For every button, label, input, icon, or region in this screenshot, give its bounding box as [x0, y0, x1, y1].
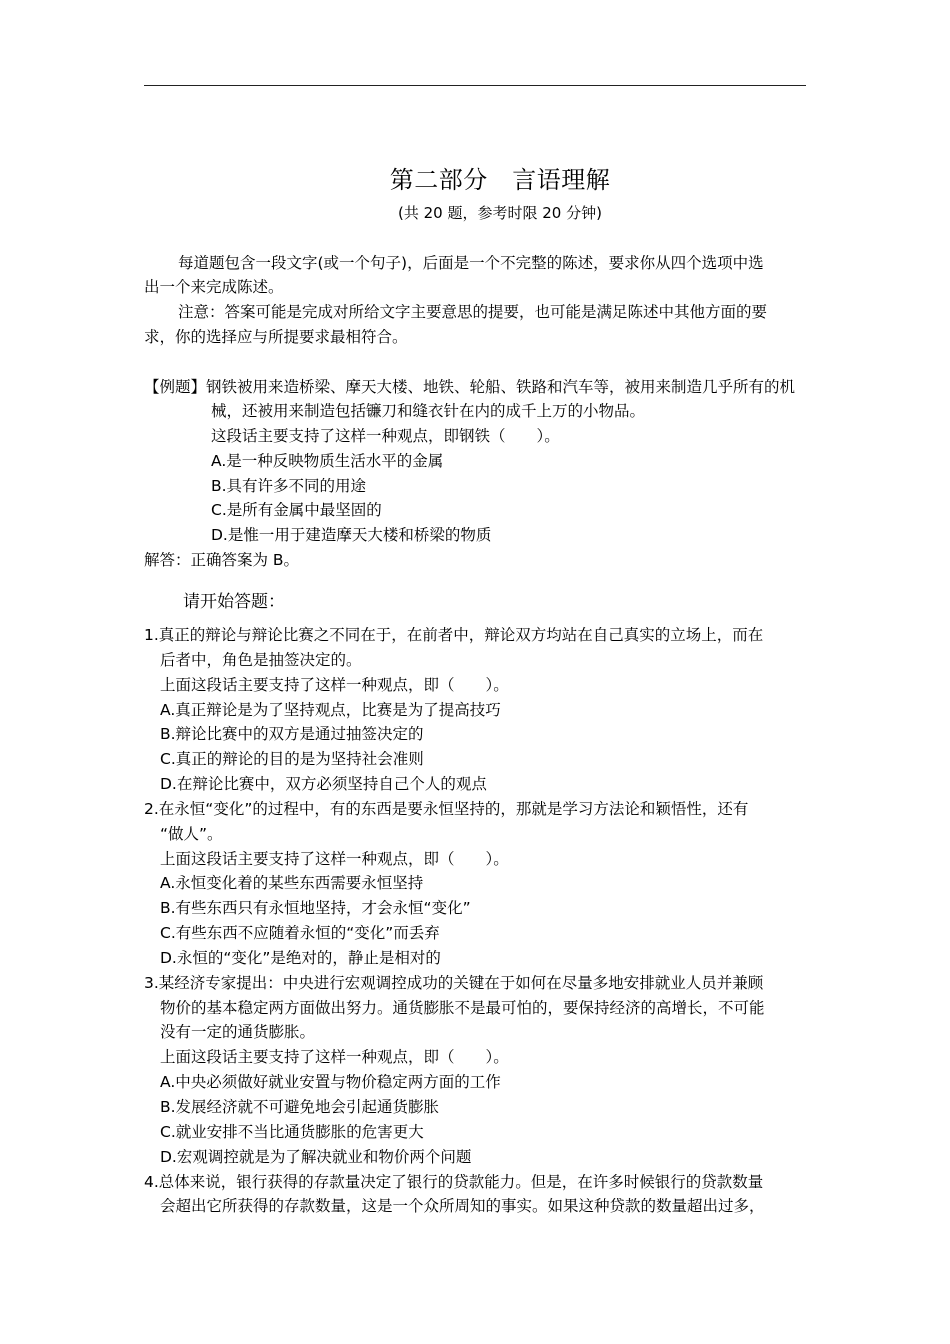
example-option-b: B.具有许多不同的用途 [211, 477, 367, 495]
q4-text: 4.总体来说，银行获得的存款量决定了银行的贷款能力。但是，在许多时候银行的贷款数量 [144, 1173, 764, 1191]
q2-option-c: C.有些东西不应随着永恒的“变化”而丢弃 [160, 924, 440, 942]
example-text: 【例题】钢铁被用来造桥梁、摩天大楼、地铁、轮船、铁路和汽车等，被用来制造几乎所有的机 [144, 378, 796, 396]
example-stem: 这段话主要支持了这样一种观点，即钢铁（ ）。 [211, 427, 560, 445]
instructions-line: 出一个来完成陈述。 [144, 278, 284, 296]
q2-option-d: D.永恒的“变化”是绝对的，静止是相对的 [160, 949, 441, 967]
q2-stem: 上面这段话主要支持了这样一种观点，即（ ）。 [160, 850, 509, 868]
q3-text: 没有一定的通货膨胀。 [160, 1023, 316, 1041]
q3-stem: 上面这段话主要支持了这样一种观点，即（ ）。 [160, 1048, 509, 1066]
q1-option-b: B.辩论比赛中的双方是通过抽签决定的 [160, 725, 424, 743]
q3-option-d: D.宏观调控就是为了解决就业和物价两个问题 [160, 1148, 472, 1166]
example-option-a: A.是一种反映物质生活水平的金属 [211, 452, 444, 470]
q1-option-d: D.在辩论比赛中，双方必须坚持自己个人的观点 [160, 775, 487, 793]
q3-text: 3.某经济专家提出：中央进行宏观调控成功的关键在于如何在尽量多地安排就业人员并兼顾 [144, 974, 764, 992]
example-option-d: D.是惟一用于建造摩天大楼和桥梁的物质 [211, 526, 492, 544]
q3-option-b: B.发展经济就不可避免地会引起通货膨胀 [160, 1098, 440, 1116]
q1-text: 1.真正的辩论与辩论比赛之不同在于，在前者中，辩论双方均站在自己真实的立场上，而在 [144, 626, 764, 644]
q3-text: 物价的基本稳定两方面做出努力。通货膨胀不是最可怕的，要保持经济的高增长，不可能 [160, 999, 765, 1017]
q1-stem: 上面这段话主要支持了这样一种观点，即（ ）。 [160, 676, 509, 694]
section-subtitle: (共 20 题，参考时限 20 分钟) [398, 204, 602, 222]
q1-text: 后者中，角色是抽签决定的。 [160, 651, 362, 669]
start-label: 请开始答题： [183, 592, 285, 612]
q3-option-c: C.就业安排不当比通货膨胀的危害更大 [160, 1123, 424, 1141]
instructions-line: 每道题包含一段文字(或一个句子)，后面是一个不完整的陈述，要求你从四个选项中选 [178, 254, 764, 272]
section-title: 第二部分 言语理解 [389, 166, 611, 194]
note-line: 注意：答案可能是完成对所给文字主要意思的提要，也可能是满足陈述中其他方面的要 [178, 303, 768, 321]
q2-option-a: A.永恒变化着的某些东西需要永恒坚持 [160, 874, 424, 892]
example-text: 械，还被用来制造包括镰刀和缝衣针在内的成千上万的小物品。 [211, 402, 646, 420]
note-line: 求，你的选择应与所提要求最相符合。 [144, 328, 408, 346]
q2-text: “做人”。 [160, 825, 223, 843]
q2-option-b: B.有些东西只有永恒地坚持，才会永恒“变化” [160, 899, 471, 917]
q1-option-a: A.真正辩论是为了坚持观点，比赛是为了提高技巧 [160, 701, 501, 719]
example-answer: 解答：正确答案为 B。 [144, 551, 300, 569]
example-option-c: C.是所有金属中最坚固的 [211, 501, 382, 519]
q3-option-a: A.中央必须做好就业安置与物价稳定两方面的工作 [160, 1073, 501, 1091]
q2-text: 2.在永恒“变化”的过程中，有的东西是要永恒坚持的，那就是学习方法论和颖悟性，还有 [144, 800, 749, 818]
q4-text: 会超出它所获得的存款数量，这是一个众所周知的事实。如果这种贷款的数量超出过多， [160, 1197, 765, 1215]
q1-option-c: C.真正的辩论的目的是为坚持社会准则 [160, 750, 424, 768]
top-rule [144, 85, 806, 86]
